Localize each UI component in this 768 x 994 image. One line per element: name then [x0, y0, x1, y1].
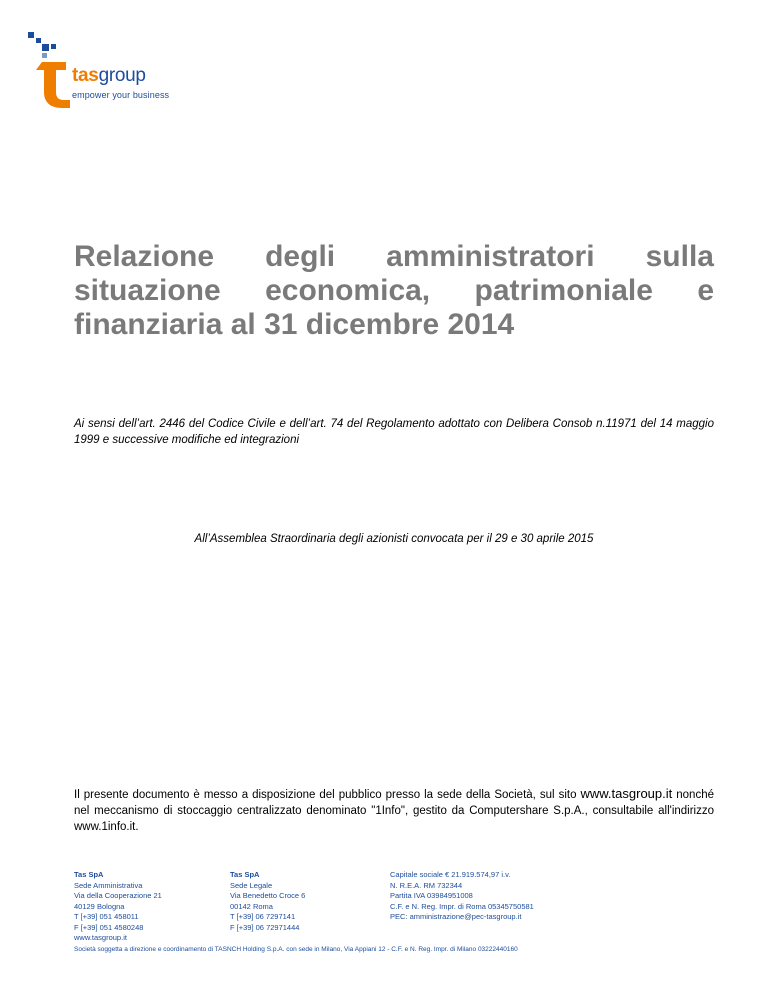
notice-text-before: Il presente documento è messo a disposizione del pubblico presso la sede della Società, sul sito — [74, 789, 581, 801]
footer-legal-line: Via Benedetto Croce 6 — [230, 891, 306, 900]
footer-admin-line: T [+39] 051 458011 — [74, 912, 139, 921]
footer-admin-line: Via della Cooperazione 21 — [74, 891, 162, 900]
assembly-line: All’Assemblea Straordinaria degli azionisti convocata per il 29 e 30 aprile 2015 — [194, 533, 594, 545]
footer-legal-office — [230, 870, 305, 933]
brand-part-group: group — [98, 65, 146, 86]
footer-coordination-note: Società soggetta a direzione e coordinamento di TASNCH Holding S.p.A. con sede in Milano, Via Appiani 12 - C.F. e N. Reg. Impr. di Milano 03222440160 — [74, 946, 518, 953]
document-subtitle: Ai sensi dell’art. 2446 del Codice Civile e dell’art. 74 del Regolamento adottato con Delibera Consob n.11971 del 14 maggio 1999 e successive modifiche ed integrazioni — [74, 418, 714, 446]
brand-tagline: empower your business — [72, 90, 170, 100]
brand-part-tas: tas — [72, 65, 99, 86]
footer-legal-line: 00142 Roma — [230, 901, 273, 911]
footer-legal-line: Sede Legale — [230, 880, 273, 890]
footer-company-info — [390, 870, 534, 923]
footer-company-line: PEC: amministrazione@pec-tasgroup.it — [390, 912, 522, 921]
footer-company-line: Capitale sociale € 21.919.574,97 i.v. — [390, 870, 511, 879]
notice-website: www.tasgroup.it — [580, 786, 673, 801]
document-title: Relazione degli amministratori sulla situazione economica, patrimoniale e finanziaria al 31 dicembre 2014 — [74, 240, 714, 341]
footer-admin-line: Tas SpA — [74, 870, 104, 879]
brand-wordmark — [72, 66, 146, 85]
footer-admin-line: F [+39] 051 4580248 — [74, 922, 144, 932]
footer-admin-line: www.tasgroup.it — [74, 933, 127, 942]
footer-company-line: Partita IVA 03984951008 — [390, 891, 473, 900]
notice-text-after: nonché nel meccanismo di stoccaggio centralizzato denominato "1Info", gestito da Computershare S.p.A., consultabile all'indirizzo www.1info.it. — [74, 789, 714, 833]
footer-legal-line: Tas SpA — [230, 870, 260, 879]
footer-company-line: C.F. e N. Reg. Impr. di Roma 05345750581 — [390, 901, 534, 911]
footer-company-line: N. R.E.A. RM 732344 — [390, 880, 463, 890]
footer-admin-line: Sede Amministrativa — [74, 880, 143, 890]
availability-notice — [74, 786, 714, 835]
footer-admin-line: 40129 Bologna — [74, 901, 125, 911]
footer-administrative-office — [74, 870, 162, 944]
footer-legal-line: T [+39] 06 7297141 — [230, 912, 296, 921]
footer-legal-line: F [+39] 06 72971444 — [230, 922, 300, 932]
